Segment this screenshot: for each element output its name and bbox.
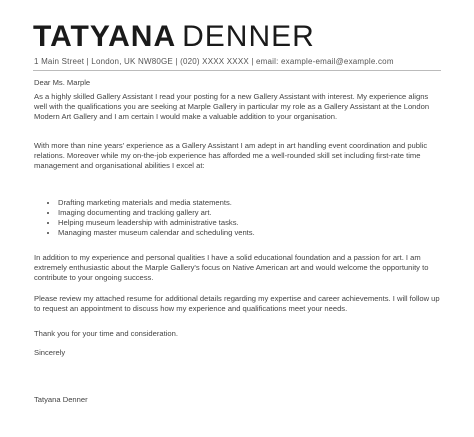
signature [34, 395, 442, 405]
paragraph-2 [34, 141, 442, 171]
salutation [34, 78, 442, 88]
paragraph-1 [34, 92, 442, 122]
closing [34, 348, 442, 358]
paragraph-3-text: In addition to my experience and personal qualities I have a solid educational foundation and a passion for art. I am extremely enthusiastic about the Marple Gallery's focus on Native American art and would welcome the opportunity to contribute to your ongoing success. [34, 253, 429, 282]
applicant-last-name: DENNER [182, 20, 315, 53]
list-item: • Managing master museum calendar and scheduling vents. [58, 228, 438, 238]
closing-text: Sincerely [34, 348, 66, 357]
paragraph-2-text: With more than nine years' experience as a Gallery Assistant I am adept in art handling event coordination and public relations. Moreover while my on-the-job experience has afforded me a well-rounded skill set including first-rate time management and organisational abilities I excel at: [34, 141, 428, 170]
skills-list [44, 198, 438, 238]
header-divider [33, 70, 441, 71]
paragraph-3 [34, 253, 442, 283]
applicant-first-name: TATYANA [33, 20, 177, 53]
list-item: • Helping museum leadership with administrative tasks. [58, 218, 438, 228]
contact-details: 1 Main Street | London, UK NW80GE | (020) XXXX XXXX | email: example-email@example.com [34, 57, 394, 66]
salutation-text: Dear Ms. Marple [34, 78, 91, 87]
list-item: • Imaging documenting and tracking gallery art. [58, 208, 438, 218]
applicant-name-heading [33, 22, 315, 52]
paragraph-4-text: Please review my attached resume for additional details regarding my expertise and career achievements. I will follow up to request an appointment to discuss how my experience and qualifications meet your needs. [34, 294, 440, 313]
list-item: • Drafting marketing materials and media statements. [58, 198, 438, 208]
paragraph-5 [34, 329, 442, 339]
paragraph-1-text: As a highly skilled Gallery Assistant I read your posting for a new Gallery Assistant with interest. My experience aligns well with the qualifications you are seeking at Marple Gallery in particular my role as a Gallery Assistant at the London Modern Art Gallery and I am certain I would make a valuable addition to your organisation. [34, 92, 430, 121]
paragraph-4 [34, 294, 442, 314]
paragraph-5-text: Thank you for your time and consideration. [34, 329, 178, 338]
signature-name: Tatyana Denner [34, 395, 88, 404]
